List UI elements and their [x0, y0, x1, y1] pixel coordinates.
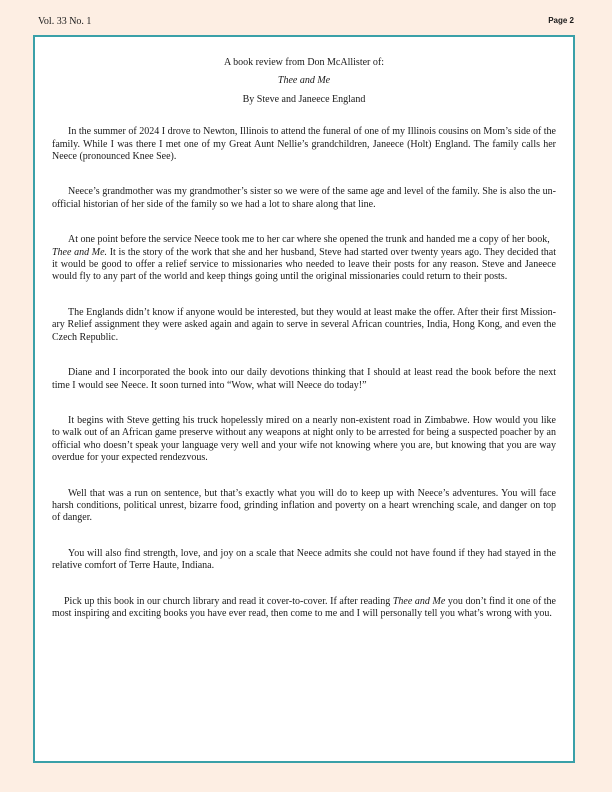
- book-title: Thee and Me: [277, 75, 331, 87]
- paragraph-2: Neece’s grandmother was my grandmother’s sister so we were of the same age and level of the family. She is also the un-official historian of her side of the family so we had a lot to share along that line.: [52, 186, 556, 210]
- paragraph-3-book-title: Thee and Me.: [52, 246, 108, 258]
- paragraph-9-start: Pick up this book in our church library and read it cover-to-cover. If after reading: [64, 595, 393, 607]
- volume-label: Vol. 33 No. 1: [38, 16, 92, 27]
- running-header: [38, 16, 574, 30]
- review-byline: By Steve and Janeece England: [242, 93, 366, 105]
- paragraph-9-book-title: Thee and Me: [392, 595, 446, 607]
- paragraph-9: [52, 596, 556, 621]
- paragraph-6: It begins with Steve getting his truck hopelessly mired on a nearly non-existent road in Zimbabwe. How would you like to walk out of an African game preserve without any weapons at night only to be arrested for being a suspected poacher by an official who doesn’t speak your language very well and your wife not knowing where you are, but knowing that you are way overdue for your expected rendezvous.: [52, 414, 556, 464]
- paragraph-1: In the summer of 2024 I drove to Newton, Illinois to attend the funeral of one of my Illinois cousins on Mom’s side of the family. While I was there I met one of my Great Aunt Nellie’s grandchildren, Janeece (Holt) England. The family calls her Neece (pronounced Knee See).: [52, 126, 556, 163]
- paragraph-4: The Englands didn’t know if anyone would be interested, but they would at least make the offer. After their first Mission-ary Relief assignment they were asked again and again to serve in several African countries, India, Hong Kong, and even the Czech Republic.: [52, 306, 556, 343]
- review-title-block: [52, 57, 556, 106]
- page-number: Page 2: [548, 16, 574, 25]
- paragraph-5: Diane and I incorporated the book into our daily devotions thinking that I should at least read the book before the next time I would see Neece. It soon turned into “Wow, what will Neece do today!”: [52, 367, 556, 391]
- paragraph-3-start: At one point before the service Neece took me to her car where she opened the trunk and handed me a copy of her book,: [68, 234, 550, 246]
- review-intro: A book review from Don McAllister of:: [224, 57, 384, 68]
- paragraph-3: [52, 234, 556, 284]
- paragraph-9-rest: you don’t find it one of the most inspiring and exciting books you have ever read, then come to me and I will personally tell you what’s wrong with you.: [52, 595, 556, 619]
- article-frame: [33, 35, 575, 763]
- article-content: [52, 57, 556, 643]
- paragraph-7: Well that was a run on sentence, but that’s exactly what you will do to keep up with Neece’s adventures. You will face harsh conditions, political unrest, bizarre food, grinding inflation and poverty on a heart wrenching scale, and danger on top of danger.: [52, 487, 556, 524]
- paragraph-3-rest: It is the story of the work that she and her husband, Steve had started over twenty years ago. They decided that it would be good to offer a relief service to missionaries who needed to leave their posts for any reason. Steve and Janeece would fly to any part of the world and keep things going until the original missionaries could return to their posts.: [52, 246, 556, 283]
- paragraph-8: You will also find strength, love, and joy on a scale that Neece admits she could not have found if they had stayed in the relative comfort of Terre Haute, Indiana.: [52, 547, 556, 572]
